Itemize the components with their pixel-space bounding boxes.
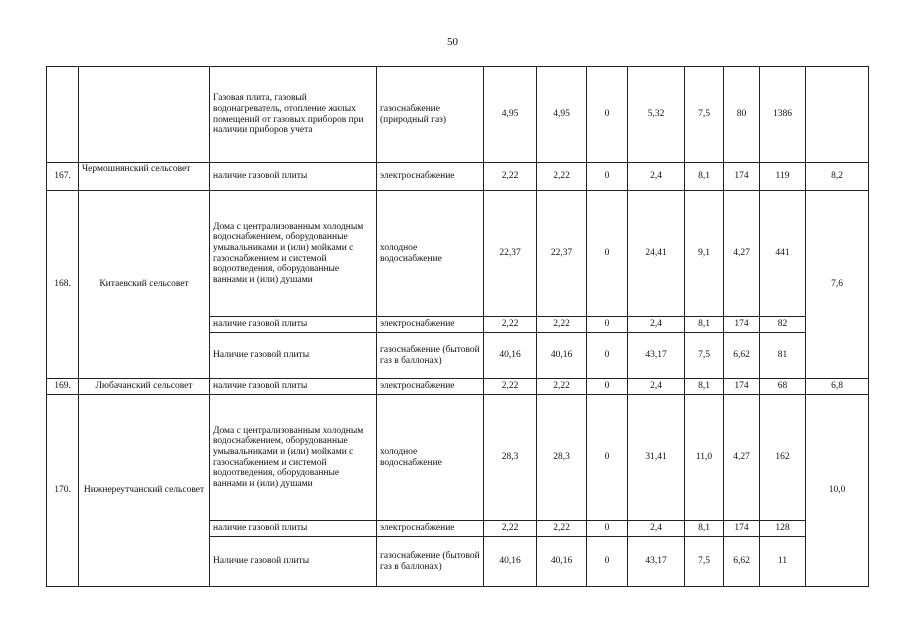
- value-cell: 28,3: [537, 395, 587, 521]
- direction-cell: наличие газовой плиты: [210, 379, 377, 395]
- value-cell: 162: [760, 395, 806, 521]
- municipality-cell: [79, 67, 210, 163]
- direction-cell: Наличие газовой плиты: [210, 537, 377, 587]
- value-cell: 9,1: [685, 191, 724, 317]
- value-cell: 2,22: [484, 317, 537, 333]
- resource-cell: холодное водоснабжение: [377, 191, 484, 317]
- municipality-cell: Чермошнянский сельсовет: [79, 163, 210, 191]
- value-cell: 0: [587, 521, 628, 537]
- direction-cell: наличие газовой плиты: [210, 521, 377, 537]
- value-cell: 5,32: [628, 67, 685, 163]
- resource-cell: электроснабжение: [377, 379, 484, 395]
- direction-cell: наличие газовой плиты: [210, 317, 377, 333]
- municipality-cell: Нижнереутчанский сельсовет: [79, 395, 210, 587]
- resource-cell: электроснабжение: [377, 317, 484, 333]
- value-cell: 4,27: [724, 191, 760, 317]
- value-cell: 0: [587, 537, 628, 587]
- value-cell: 119: [760, 163, 806, 191]
- value-cell: 0: [587, 163, 628, 191]
- value-cell: 8,1: [685, 317, 724, 333]
- value-cell: 2,22: [537, 379, 587, 395]
- value-cell: 40,16: [537, 537, 587, 587]
- table-row: [47, 379, 869, 395]
- value-cell: 2,22: [537, 163, 587, 191]
- table-row: [47, 395, 869, 521]
- value-cell: 174: [724, 379, 760, 395]
- value-cell: 2,4: [628, 379, 685, 395]
- value-cell: 4,27: [724, 395, 760, 521]
- row-number-cell: 167.: [47, 163, 79, 191]
- value-cell: 4,95: [484, 67, 537, 163]
- value-cell: 174: [724, 317, 760, 333]
- value-cell: 8,1: [685, 379, 724, 395]
- page-number: 50: [447, 36, 458, 48]
- tariff-table: [46, 66, 869, 587]
- table-row: [47, 163, 869, 191]
- direction-cell: Дома с централизованным холодным водоснабжением, оборудованные умывальниками и (или) мойками с газоснабжением и системой водоотведения, оборудованные ваннами и (или) душами: [210, 191, 377, 317]
- value-cell: 174: [724, 163, 760, 191]
- value-cell: 2,22: [484, 521, 537, 537]
- value-cell: 28,3: [484, 395, 537, 521]
- value-cell: 11,0: [685, 395, 724, 521]
- value-cell: 8,2: [806, 163, 869, 191]
- value-cell: 11: [760, 537, 806, 587]
- value-cell: 0: [587, 317, 628, 333]
- value-cell: 40,16: [537, 333, 587, 379]
- value-cell: 6,62: [724, 537, 760, 587]
- value-cell: 4,95: [537, 67, 587, 163]
- value-cell: 31,41: [628, 395, 685, 521]
- resource-cell: электроснабжение: [377, 163, 484, 191]
- value-cell: 128: [760, 521, 806, 537]
- value-cell: 81: [760, 333, 806, 379]
- value-cell: 7,5: [685, 67, 724, 163]
- municipality-cell: Любачанский сельсовет: [79, 379, 210, 395]
- value-cell: 7,6: [806, 191, 869, 379]
- value-cell: 22,37: [484, 191, 537, 317]
- value-cell: 0: [587, 191, 628, 317]
- resource-cell: газоснабжение (бытовой газ в баллонах): [377, 333, 484, 379]
- value-cell: 82: [760, 317, 806, 333]
- value-cell: 2,22: [537, 317, 587, 333]
- value-cell: 2,4: [628, 317, 685, 333]
- value-cell: 7,5: [685, 537, 724, 587]
- municipality-cell: Китаевский сельсовет: [79, 191, 210, 379]
- row-number-cell: 169.: [47, 379, 79, 395]
- value-cell: 68: [760, 379, 806, 395]
- row-number-cell: 168.: [47, 191, 79, 379]
- value-cell: 2,4: [628, 163, 685, 191]
- row-number-cell: 170.: [47, 395, 79, 587]
- value-cell: 441: [760, 191, 806, 317]
- value-cell: 2,22: [484, 163, 537, 191]
- value-cell: 2,22: [484, 379, 537, 395]
- resource-cell: газоснабжение (природный газ): [377, 67, 484, 163]
- value-cell: 8,1: [685, 521, 724, 537]
- value-cell: 22,37: [537, 191, 587, 317]
- value-cell: 43,17: [628, 537, 685, 587]
- direction-cell: Газовая плита, газовый водонагреватель, отопление жилых помещений от газовых приборов при наличии приборов учета: [210, 67, 377, 163]
- value-cell: 6,62: [724, 333, 760, 379]
- value-cell: 1386: [760, 67, 806, 163]
- direction-cell: Дома с централизованным холодным водоснабжением, оборудованные умывальниками и (или) мойками с газоснабжением и системой водоотведения, оборудованные ваннами и (или) душами: [210, 395, 377, 521]
- table-row: [47, 67, 869, 163]
- value-cell: 10,0: [806, 395, 869, 587]
- value-cell: 174: [724, 521, 760, 537]
- value-cell: 40,16: [484, 333, 537, 379]
- value-cell: 40,16: [484, 537, 537, 587]
- value-cell: 7,5: [685, 333, 724, 379]
- direction-cell: наличие газовой плиты: [210, 163, 377, 191]
- resource-cell: газоснабжение (бытовой газ в баллонах): [377, 537, 484, 587]
- value-cell: 2,4: [628, 521, 685, 537]
- value-cell: 0: [587, 333, 628, 379]
- row-number-cell: [47, 67, 79, 163]
- value-cell: 8,1: [685, 163, 724, 191]
- direction-cell: Наличие газовой плиты: [210, 333, 377, 379]
- resource-cell: электроснабжение: [377, 521, 484, 537]
- value-cell: 0: [587, 379, 628, 395]
- value-cell: 0: [587, 67, 628, 163]
- resource-cell: холодное водоснабжение: [377, 395, 484, 521]
- value-cell: 2,22: [537, 521, 587, 537]
- value-cell: 80: [724, 67, 760, 163]
- value-cell: 43,17: [628, 333, 685, 379]
- value-cell: 24,41: [628, 191, 685, 317]
- value-cell: 0: [587, 395, 628, 521]
- value-cell: 6,8: [806, 379, 869, 395]
- table-row: [47, 191, 869, 317]
- value-cell: [806, 67, 869, 163]
